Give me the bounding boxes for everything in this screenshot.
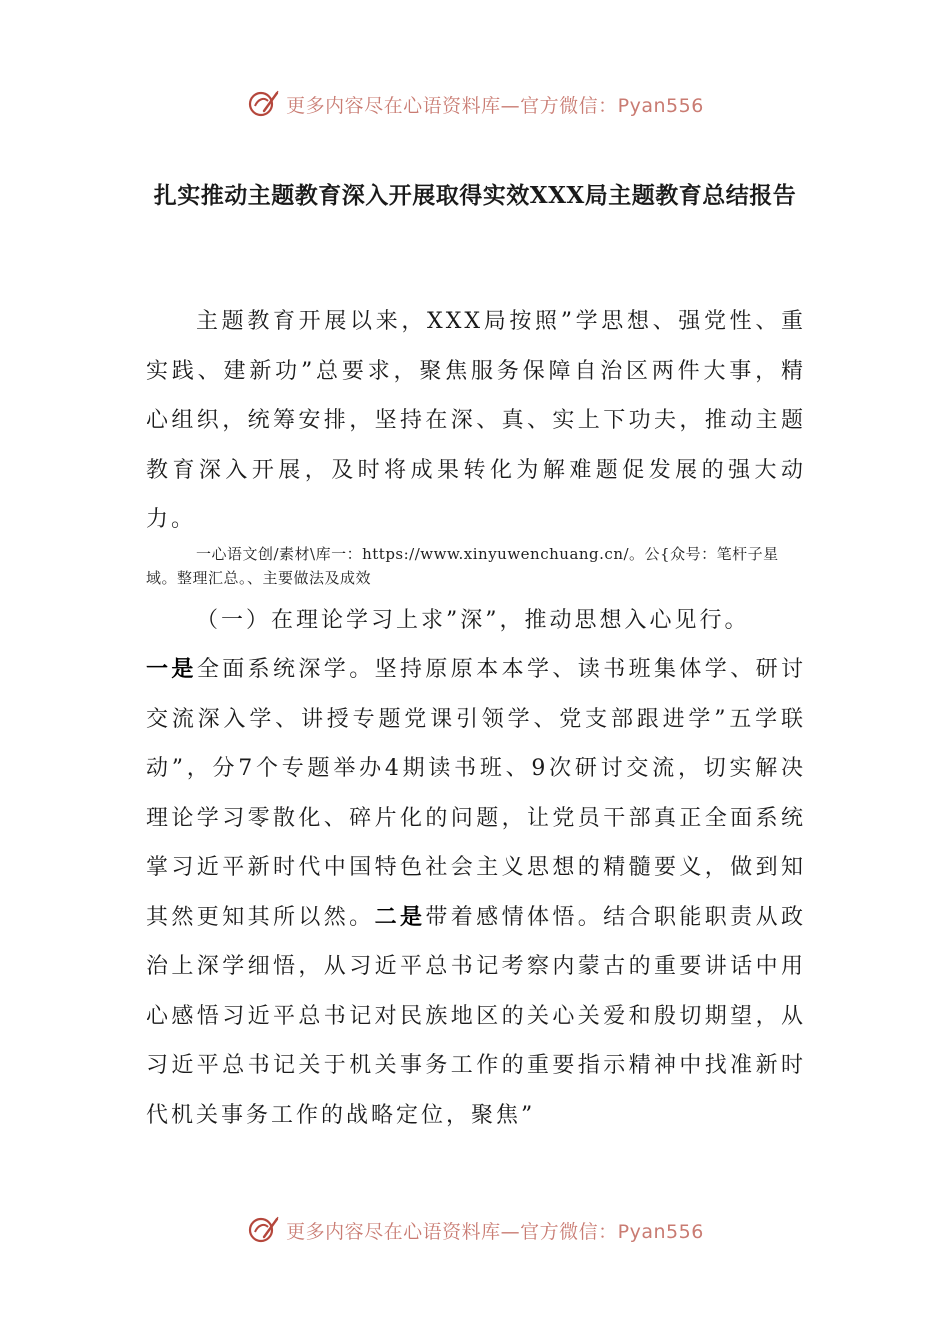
lead-label-1: 一是 bbox=[146, 656, 197, 682]
logo-icon bbox=[246, 1213, 280, 1247]
watermark-text: 更多内容尽在心语资料库—官方微信：Pyan556 bbox=[286, 94, 704, 117]
section-body bbox=[146, 645, 806, 1140]
header-watermark bbox=[0, 84, 950, 124]
section-heading: （一）在理论学习上求”深”，推动思想入心见行。 bbox=[196, 608, 750, 633]
source-note: 一心语文创/素材\库一：https://www.xinyuwenchuang.cn/。公{众号：笔杆子星域。整理汇总。、主要做法及成效 bbox=[146, 545, 779, 587]
section-text-2: 带着感情体悟。结合职能职责从政治上深学细悟，从习近平总书记考察内蒙古的重要讲话中用心感悟习近平总书记对民族地区的关心关爱和殷切期望，从习近平总书记关于机关事务工作的重要指示精神中找准新时代机关事务工作的战略定位，聚焦” bbox=[146, 904, 806, 1128]
document-title: 扎实推动主题教育深入开展取得实效XXX局主题教育总结报告 bbox=[153, 182, 797, 209]
watermark-text: 更多内容尽在心语资料库—官方微信：Pyan556 bbox=[286, 1220, 704, 1243]
logo-icon bbox=[246, 87, 280, 121]
footer-watermark bbox=[0, 1210, 950, 1250]
lead-label-2: 二是 bbox=[374, 903, 426, 930]
intro-paragraph: 主题教育开展以来，XXX局按照”学思想、强党性、重实践、建新功”总要求，聚焦服务保障自治区两件大事，精心组织，统筹安排，坚持在深、真、实上下功夫，推动主题教育深入开展，及时将成果转化为解难题促发展的强大动力。 bbox=[146, 309, 806, 532]
section-text-1: 全面系统深学。坚持原原本本学、读书班集体学、研讨交流深入学、讲授专题党课引领学、党支部跟进学”五学联动”，分7个专题举办4期读书班、9次研讨交流，切实解决理论学习零散化、碎片化的问题，让党员干部真正全面系统掌习近平新时代中国特色社会主义思想的精髓要义，做到知其然更知其所以然。 bbox=[146, 657, 806, 930]
